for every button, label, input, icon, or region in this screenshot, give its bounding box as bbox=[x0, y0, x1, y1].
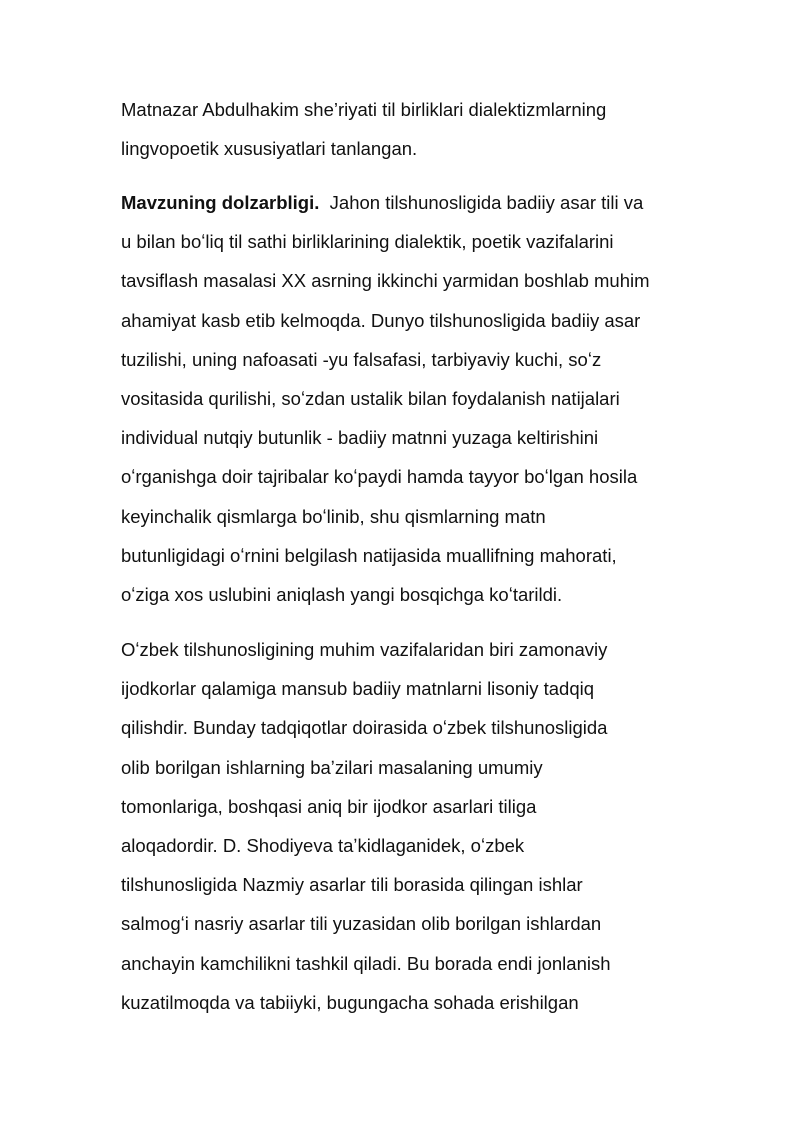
paragraph-uzbek-linguistics bbox=[121, 630, 691, 1022]
text-line: qilishdir. Bunday tadqiqotlar doirasida oʻzbek tilshunosligida bbox=[121, 717, 608, 739]
text-line: ijodkorlar qalamiga mansub badiiy matnlarni lisoniy tadqiq bbox=[121, 678, 595, 700]
text-line: individual nutqiy butunlik - badiiy matnni yuzaga keltirishini bbox=[121, 427, 599, 449]
text-line: tuzilishi, uning nafoasati -yu falsafasi, tarbiyaviy kuchi, soʻz bbox=[121, 348, 602, 370]
text-line: butunligidagi oʻrnini belgilash natijasida muallifning mahorati, bbox=[121, 544, 617, 566]
text-line: Oʻzbek tilshunosligining muhim vazifalaridan biri zamonaviy bbox=[121, 639, 608, 660]
text-line: vositasida qurilishi, soʻzdan ustalik bilan foydalanish natijalari bbox=[121, 387, 620, 409]
text-line-content: Jahon tilshunosligida badiiy asar tili va bbox=[329, 192, 644, 213]
text-line: tavsiflash masalasi XX asrning ikkinchi yarmidan boshlab muhim bbox=[121, 270, 650, 292]
text-line: ahamiyat kasb etib kelmoqda. Dunyo tilshunosligida badiiy asar bbox=[121, 309, 641, 331]
paragraph-intro bbox=[121, 90, 691, 168]
text-line-with-heading bbox=[121, 183, 691, 222]
paragraph-relevance bbox=[121, 183, 691, 614]
text-line: keyinchalik qismlarga boʻlinib, shu qismlarning matn bbox=[121, 505, 546, 527]
text-line: oʻrganishga doir tajribalar koʻpaydi hamda tayyor boʻlgan hosila bbox=[121, 466, 638, 488]
text-line: u bilan boʻliq til sathi birliklarining dialektik, poetik vazifalarini bbox=[121, 231, 614, 253]
text-line: Matnazar Abdulhakim she’riyati til birliklari dialektizmlarning bbox=[121, 99, 607, 120]
section-heading: Mavzuning dolzarbligi. bbox=[121, 192, 320, 213]
text-line: aloqadordir. D. Shodiyeva taʼkidlaganidek, oʻzbek bbox=[121, 834, 525, 856]
text-line: tomonlariga, boshqasi aniq bir ijodkor asarlari tiliga bbox=[121, 795, 537, 817]
text-line: oʻziga xos uslubini aniqlash yangi bosqichga koʻtarildi. bbox=[121, 583, 563, 605]
text-line: tilshunosligida Nazmiy asarlar tili borasida qilingan ishlar bbox=[121, 874, 583, 896]
text-line: lingvopoetik xususiyatlari tanlangan. bbox=[121, 138, 418, 160]
text-line: olib borilgan ishlarning baʼzilari masalaning umumiy bbox=[121, 756, 543, 778]
text-line: anchayin kamchilikni tashkil qiladi. Bu borada endi jonlanish bbox=[121, 952, 611, 974]
text-line: kuzatilmoqda va tabiiyki, bugungacha sohada erishilgan bbox=[121, 991, 579, 1013]
text-line: salmogʻi nasriy asarlar tili yuzasidan olib borilgan ishlardan bbox=[121, 913, 602, 935]
